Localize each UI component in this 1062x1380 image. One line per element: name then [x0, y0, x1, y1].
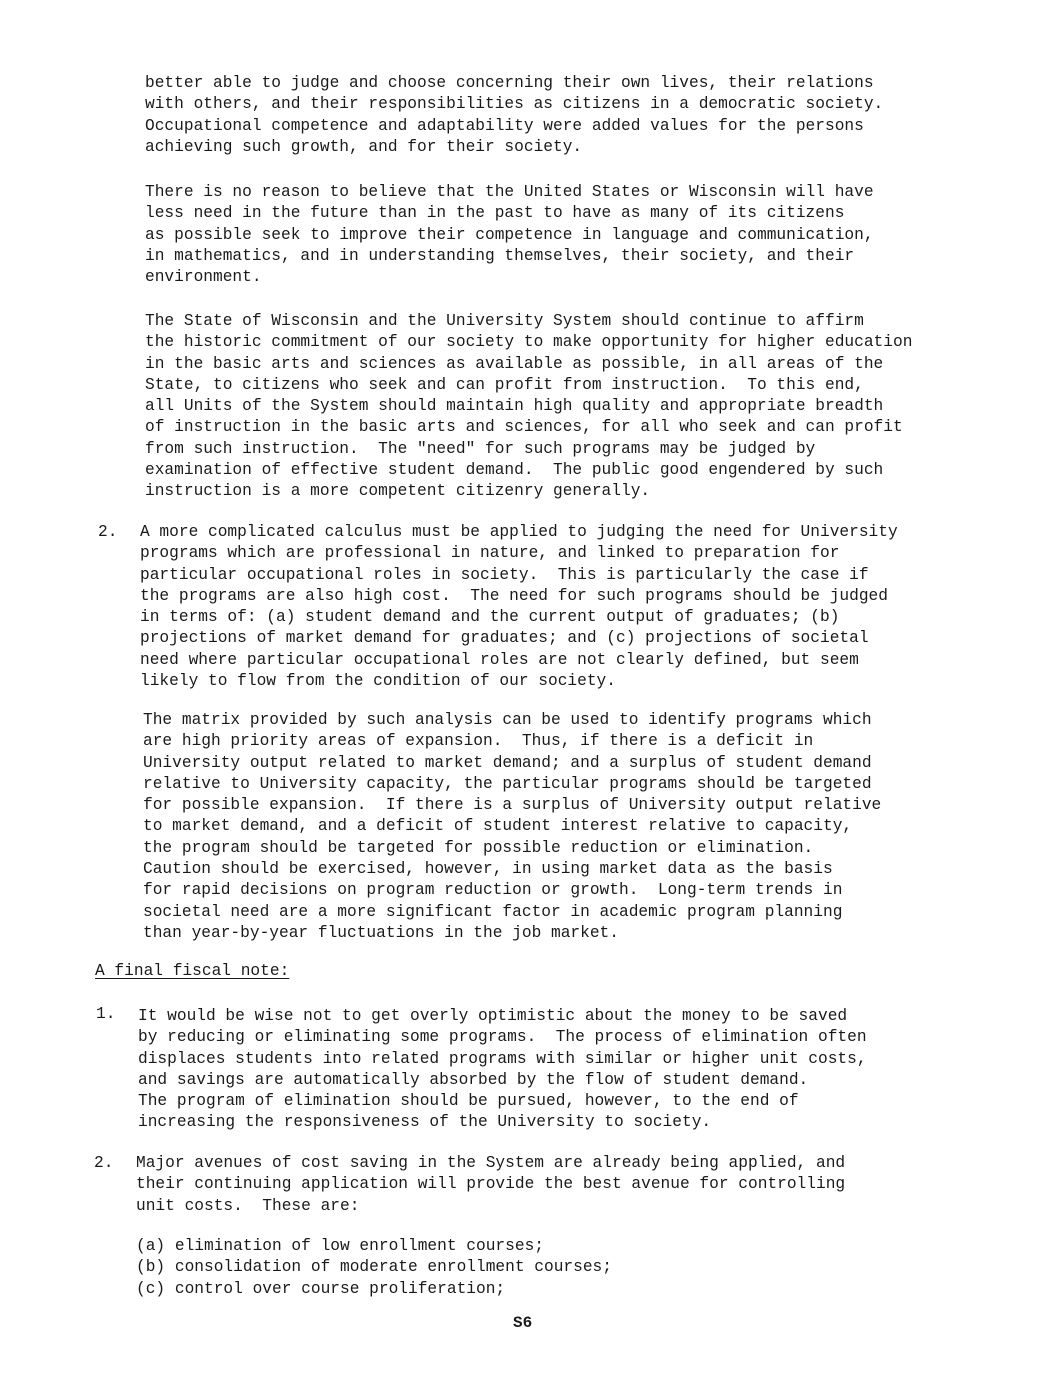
list-item: (a) elimination of low enrollment courses; [136, 1237, 544, 1255]
text-line: examination of effective student demand. The public good engendered by such [145, 461, 884, 480]
text-line: increasing the responsiveness of the University to society. [138, 1113, 712, 1132]
text-line: relative to University capacity, the particular programs should be targeted [143, 774, 872, 793]
text-line: unit costs. These are: [136, 1196, 360, 1215]
text-line: the program should be targeted for possible reduction or elimination. [143, 838, 814, 857]
paragraph-matrix [143, 710, 881, 944]
paragraph-fiscal-item-1 [138, 1006, 867, 1134]
text-line: societal need are a more significant factor in academic program planning [143, 902, 843, 921]
text-line: the programs are also high cost. The need for such programs should be judged [140, 586, 888, 605]
text-line: need where particular occupational roles are not clearly defined, but seem [140, 650, 859, 669]
paragraph-fiscal-item-2 [136, 1153, 845, 1217]
text-line: achieving such growth, and for their society. [145, 137, 583, 156]
text-line: particular occupational roles in society. This is particularly the case if [140, 565, 869, 584]
page-number: S6 [513, 1314, 533, 1332]
paragraph-continuation [145, 73, 883, 158]
text-line: in terms of: (a) student demand and the current output of graduates; (b) [140, 608, 840, 627]
text-line: as possible seek to improve their competence in language and communication, [145, 225, 874, 244]
text-line: Major avenues of cost saving in the System are already being applied, and [136, 1154, 846, 1172]
text-line: all Units of the System should maintain high quality and appropriate breadth [145, 397, 884, 416]
text-line: projections of market demand for graduates; and (c) projections of societal [140, 629, 869, 648]
text-line: in mathematics, and in understanding themselves, their society, and their [145, 246, 855, 265]
text-line: are high priority areas of expansion. Thus, if there is a deficit in [143, 732, 814, 751]
section-heading: A final fiscal note: [95, 962, 290, 980]
text-line: The matrix provided by such analysis can be used to identify programs which [143, 711, 872, 729]
text-line: than year-by-year fluctuations in the job market. [143, 923, 619, 942]
item-number: 2. [98, 523, 118, 541]
text-line: better able to judge and choose concerning their own lives, their relations [145, 74, 874, 92]
text-line: the historic commitment of our society to make opportunity for higher education [145, 333, 913, 352]
text-line: A more complicated calculus must be applied to judging the need for University [140, 523, 898, 541]
list-item: (c) control over course proliferation; [136, 1279, 506, 1298]
text-line: instruction is a more competent citizenry generally. [145, 482, 651, 501]
text-line: their continuing application will provide the best avenue for controlling [136, 1175, 846, 1194]
text-line: for possible expansion. If there is a surplus of University output relative [143, 796, 882, 815]
text-line: Caution should be exercised, however, in using market data as the basis [143, 860, 833, 879]
paragraph-item-2 [140, 522, 898, 692]
text-line: University output related to market demand; and a surplus of student demand [143, 753, 872, 772]
text-line: by reducing or eliminating some programs. The process of elimination often [138, 1028, 867, 1047]
text-line: in the basic arts and sciences as available as possible, in all areas of the [145, 354, 884, 373]
text-line: and savings are automatically absorbed by the flow of student demand. [138, 1070, 809, 1089]
text-line: for rapid decisions on program reduction or growth. Long-term trends in [143, 881, 843, 900]
paragraph-need [145, 182, 874, 288]
text-line: with others, and their responsibilities as citizens in a democratic society. [145, 95, 884, 114]
item-number: 2. [94, 1154, 114, 1172]
text-line: likely to flow from the condition of our society. [140, 672, 616, 691]
text-line: programs which are professional in nature, and linked to preparation for [140, 544, 840, 563]
text-line: of instruction in the basic arts and sciences, for all who seek and can profit [145, 418, 903, 437]
text-line: to market demand, and a deficit of student interest relative to capacity, [143, 817, 853, 836]
text-line: environment. [145, 268, 262, 287]
text-line: The program of elimination should be pursued, however, to the end of [138, 1092, 799, 1111]
text-line: Occupational competence and adaptability were added values for the persons [145, 116, 864, 135]
paragraph-state [145, 311, 912, 503]
list-item: (b) consolidation of moderate enrollment courses; [136, 1258, 612, 1277]
cost-saving-list [136, 1236, 612, 1300]
item-number: 1. [96, 1005, 116, 1023]
text-line: less need in the future than in the past to have as many of its citizens [145, 204, 845, 223]
text-line: There is no reason to believe that the United States or Wisconsin will have [145, 183, 874, 201]
text-line: It would be wise not to get overly optimistic about the money to be saved [138, 1007, 848, 1025]
text-line: The State of Wisconsin and the University System should continue to affirm [145, 312, 864, 330]
text-line: State, to citizens who seek and can profit from instruction. To this end, [145, 375, 864, 394]
text-line: displaces students into related programs with similar or higher unit costs, [138, 1049, 867, 1068]
text-line: from such instruction. The "need" for such programs may be judged by [145, 439, 816, 458]
